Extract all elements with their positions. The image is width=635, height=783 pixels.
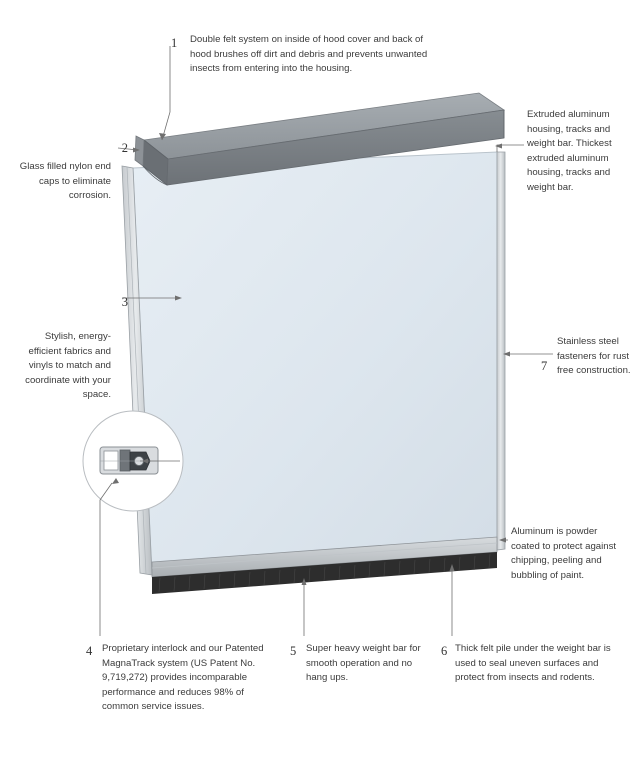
callout-powder-coated bbox=[511, 525, 623, 583]
callout-6-text: Thick felt pile under the weight bar is used to seal uneven surfaces and protect from insects and rodents. bbox=[455, 643, 611, 684]
callout-5 bbox=[290, 642, 434, 686]
callout-2-number: 2 bbox=[121, 141, 128, 155]
callout-3-number: 3 bbox=[121, 295, 128, 309]
callout-extruded-aluminum-text: Extruded aluminum housing, tracks and weight bar. Thickest extruded aluminum housing, tracks and weight bar. bbox=[527, 109, 612, 193]
callout-powder-coated-text: Aluminum is powder coated to protect against chipping, peeling and bubbling of paint. bbox=[511, 526, 617, 581]
callout-5-number: 5 bbox=[290, 644, 297, 658]
callout-4 bbox=[86, 642, 265, 715]
callout-1-text: Double felt system on inside of hood cover and back of hood brushes off dirt and debris and prevents unwanted insects from entering into the housing. bbox=[190, 34, 428, 75]
callout-2 bbox=[14, 141, 128, 204]
callout-extruded-aluminum bbox=[527, 108, 627, 195]
track-cross-section-detail bbox=[83, 411, 183, 511]
fabric-panel bbox=[133, 152, 497, 575]
callout-1 bbox=[171, 33, 430, 77]
callout-3-text: Stylish, energy-efficient fabrics and vinyls to match and coordinate with your space. bbox=[25, 331, 111, 401]
callout-4-text: Proprietary interlock and our Patented MagnaTrack system (US Patent No. 9,719,272) provides incomparable performance and reduces 98% of common service issues. bbox=[102, 643, 264, 713]
callout-4-number: 4 bbox=[86, 644, 93, 658]
callout-1-number: 1 bbox=[171, 36, 178, 50]
callout-7-number: 7 bbox=[541, 359, 548, 373]
callout-6 bbox=[441, 642, 615, 686]
callout-6-number: 6 bbox=[441, 644, 448, 658]
callout-2-text: Glass filled nylon end caps to eliminate corrosion. bbox=[19, 161, 111, 202]
callout-7-text: Stainless steel fasteners for rust free construction. bbox=[557, 336, 631, 377]
right-track bbox=[497, 152, 505, 550]
callout-7 bbox=[541, 335, 631, 379]
callout-3 bbox=[14, 295, 128, 403]
callout-5-text: Super heavy weight bar for smooth operation and no hang ups. bbox=[306, 643, 421, 684]
